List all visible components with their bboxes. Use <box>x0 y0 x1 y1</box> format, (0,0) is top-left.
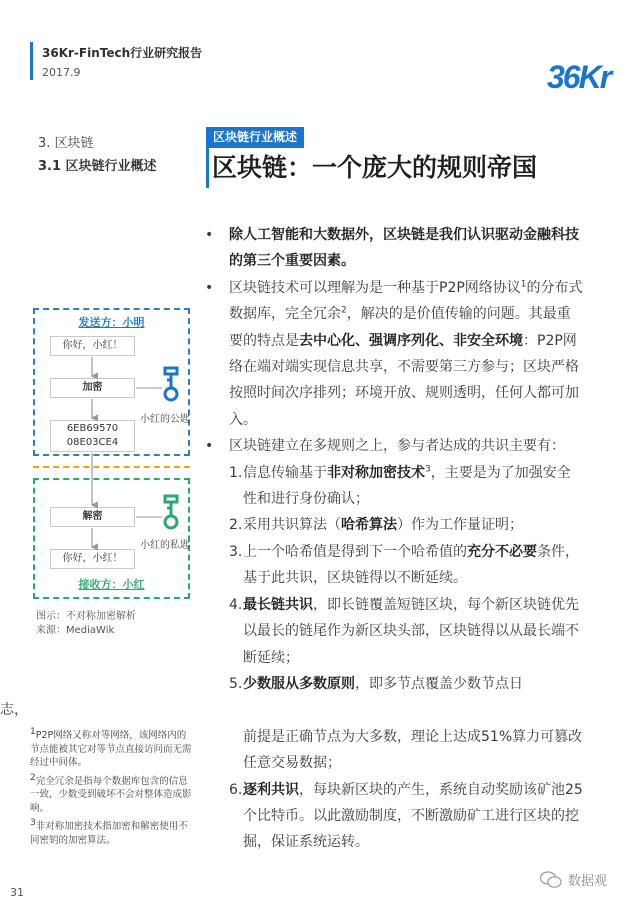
receiver-label: 接收方：小红 <box>78 578 145 591</box>
footnote: $^2$完全冗余是指每个数据库包含的信息一致，少数受到破坏不会对整体造成影响。 <box>30 772 192 814</box>
list-item-wrap: 志， <box>0 702 28 719</box>
list-item: 5. 少数服从多数原则，即多节点覆盖少数节点日 <box>229 675 523 692</box>
list-item: 3. 上一个哈希值是得到下一个哈希值的充分不必要条件，基于此共识，区块链得以不断延续。 <box>229 543 579 587</box>
plaintext-top: 你好，小红！ <box>50 336 135 356</box>
list-item: 4. 最长链共识，即长链覆盖短链区块，每个新区块链优先以最长的链尾作为新区块头部，区块链得以从最长端不断延续； <box>229 596 579 666</box>
watermark <box>540 870 607 889</box>
private-key-label: 小红的私匙 <box>140 540 190 551</box>
footnote: $^3$非对称加密技术指加密和解密使用不同密钥的加密算法。 <box>30 818 188 846</box>
public-key-icon <box>165 368 177 400</box>
watermark-text: 数据观 <box>568 874 608 889</box>
encrypt-step: 加密 <box>50 378 135 398</box>
bullet-item: • 区块链技术可以理解为是一种基于P2P网络协议$^1$的分布式数据库，完全冗余$^2$，解决的是价值传输的问题。其最重要的特点是去中心化、强调序列化、非安全环境：P2P网络在端对端实现信息共享，不需要第三方参与；区块严格按照时间次序排列；环境开放、规则透明，任何人都可加入。 <box>205 279 583 428</box>
figure-source: 来源：MediaWik <box>36 625 115 636</box>
public-key-label: 小红的公匙 <box>140 414 190 425</box>
wechat-icon <box>540 871 562 889</box>
logo-text: 36Kr <box>547 59 611 95</box>
list-item-continuation: 前提是正确节点为大多数，理论上达成51%算力可篡改任意交易数据； <box>243 728 583 772</box>
page-title: 区块链：一个庞大的规则帝国 <box>212 153 538 182</box>
ciphertext: 6EB69570 08E03CE4 <box>50 420 135 452</box>
figure-caption: 图示：不对称加密解析 <box>36 611 136 622</box>
decrypt-step: 解密 <box>50 507 135 527</box>
plaintext-bottom: 你好，小红！ <box>50 549 135 569</box>
footnote: $^1$P2P网络又称对等网络，该网络内的节点能被其它对等节点直接访问而无需经过中间体。 <box>30 727 192 769</box>
sender-label: 发送方：小明 <box>78 316 145 329</box>
list-item: 2. 采用共识算法（哈希算法）作为工作量证明； <box>229 517 523 534</box>
report-title: 36Kr-FinTech行业研究报告 <box>42 46 203 60</box>
footnotes <box>30 726 195 849</box>
subsection-title: 3.1 区块链行业概述 <box>38 159 157 174</box>
bullet-item: • 区块链建立在多规则之上，参与者达成的共识主要有： <box>205 438 565 455</box>
section-number: 3. 区块链 <box>38 136 94 151</box>
page-number: 31 <box>10 886 24 899</box>
section-tag: 区块链行业概述 <box>206 127 304 148</box>
private-key-icon <box>165 496 177 528</box>
bullet-item: • 除人工智能和大数据外，区块链是我们认识驱动金融科技的第三个重要因素。 <box>205 227 579 270</box>
list-item: 6. 逐利共识，每块新区块的产生，系统自动奖励该矿池25个比特币。以此激励制度，不断激励矿工进行区块的挖掘，保证系统运转。 <box>229 781 583 851</box>
report-date: 2017.9 <box>42 66 81 79</box>
list-item: 1. 信息传输基于非对称加密技术$^3$，主要是为了加强安全性和进行身份确认； <box>229 464 571 508</box>
